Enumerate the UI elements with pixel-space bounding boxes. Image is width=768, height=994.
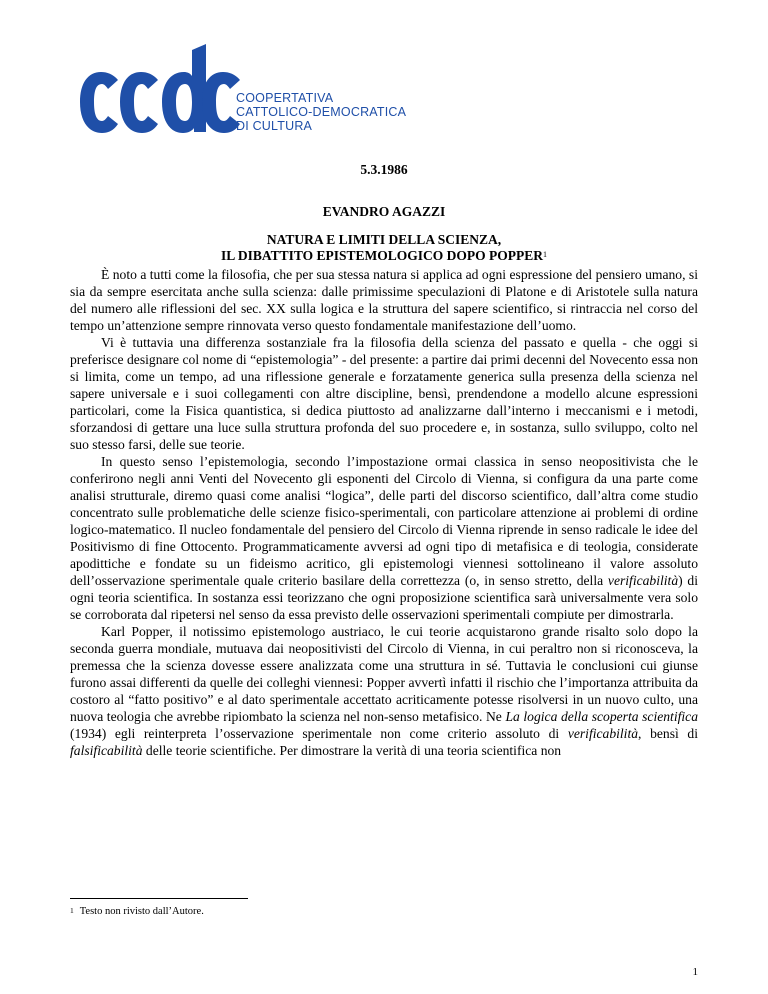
org-name-line: COOPERTATIVA bbox=[236, 91, 334, 105]
org-name-line: DI CULTURA bbox=[236, 119, 313, 133]
ccdc-logo bbox=[80, 44, 240, 134]
body-text bbox=[70, 266, 698, 759]
author: EVANDRO AGAZZI bbox=[322, 204, 446, 219]
paragraph: Karl Popper, il notissimo epistemologo austriaco, le cui teorie acquistarono grande risalto solo dopo la seconda guerra mondiale, mutuava dai neopositivisti del Circolo di Vienna, in cui peraltro non si riconosceva, la premessa che la scienza dovesse essere analizzata come una struttura in sé. Tuttavia le conclusioni cui giunse furono assai differenti da quelle dei colleghi viennesi: Popper avvertì infatti il rischio che l’importanza attribuita da costoro al “fatto positivo” e al dato sperimentale accettato acriticamente potesse risolversi in un nuovo culto, una nuova teologia che avrebbe ripiombato la scienza nel non-senso metafisico. Ne La logica della scoperta scientifica (1934) egli reinterpreta l’osservazione sperimentale non come criterio assoluto di verificabilità, bensì di falsificabilità delle teorie scientifiche. Per dimostrare la verità di una teoria scientifica non bbox=[70, 624, 698, 758]
paragraph: Vi è tuttavia una differenza sostanziale fra la filosofia della scienza del passato e quella - che oggi si preferisce designare col nome di “epistemologia” - del presente: a partire dai primi decenni del Novecento essa non si limita, come un tempo, ad una riflessione generale e forzatamente generica sulla presenza della scienza nel sapere universale e i suoi collegamenti con altre discipline, bensì, prendendone a modello alcune espressioni particolari, come la Fisica quantistica, si dedica piuttosto ad analizzarne dall’interno i meccanismi e i metodi, sforzandosi di gettare una luce sulla struttura profonda del suo procedere e, in sostanza, sullo sviluppo, colto nel suo stesso farsi, delle sue teorie. bbox=[70, 335, 698, 452]
footnote-reference: 1 bbox=[543, 250, 548, 259]
footnote-number: 1 bbox=[70, 906, 74, 915]
document-title bbox=[70, 232, 698, 264]
date: 5.3.1986 bbox=[360, 162, 408, 177]
footnote bbox=[70, 906, 204, 917]
page-number: 1 bbox=[692, 966, 698, 978]
organization-name bbox=[236, 91, 406, 133]
paragraph: In questo senso l’epistemologia, secondo l’impostazione ormai classica in senso neopositivista che le conferirono negli anni Venti del Novecento gli esponenti del Circolo di Vienna, si configura da una parte come analisi strutturale, diremo quasi come analisi “logica”, delle parti del discorso scientifico, dall’altra come studio concentrato sulle problematiche delle scienze fisico-sperimentali, con particolare attenzione ai problemi di ordine logico-matematico. Il nucleo fondamentale del pensiero del Circolo di Vienna riprende in senso radicale le idee del Positivismo di fine Ottocento. Programmaticamente avversi ad ogni tipo di metafisica e di teologia, considerate apodittiche e fondate su un fideismo acritico, gli epistemologi viennesi sottolineano il valore assoluto dell’osservazione sperimentale quale criterio basilare della correttezza (o, in senso stretto, della verificabilità) di ogni teoria scientifica. In sostanza essi teorizzano che ogni proposizione scientifica sarà universalmente vera solo se corroborata dal ripetersi nel senso da essa previsto delle osservazioni sperimentali compiute per dimostrarla. bbox=[70, 454, 698, 622]
footnote-separator bbox=[70, 898, 248, 899]
logo-letters bbox=[80, 44, 240, 133]
title-line-2 bbox=[70, 248, 698, 264]
title-line-1: NATURA E LIMITI DELLA SCIENZA, bbox=[266, 232, 502, 247]
title-line-2-text: IL DIBATTITO EPISTEMOLOGICO DOPO POPPER bbox=[220, 248, 544, 263]
org-name-line: CATTOLICO-DEMOCRATICA bbox=[236, 105, 407, 119]
footnote-text: Testo non rivisto dall’Autore. bbox=[79, 906, 204, 917]
paragraph: È noto a tutti come la filosofia, che per sua stessa natura si applica ad ogni espressione del pensiero umano, si sia da sempre esercitata anche sulla scienza: dalle primissime speculazioni di Platone e di Aristotele sulla natura del numero alle riflessioni del sec. XX sulla logica e la struttura del sapere scientifico, si rintraccia nel corso del tempo un’attenzione sempre rinnovata verso questo fondamentale manifestazione dell’uomo. bbox=[70, 267, 698, 333]
